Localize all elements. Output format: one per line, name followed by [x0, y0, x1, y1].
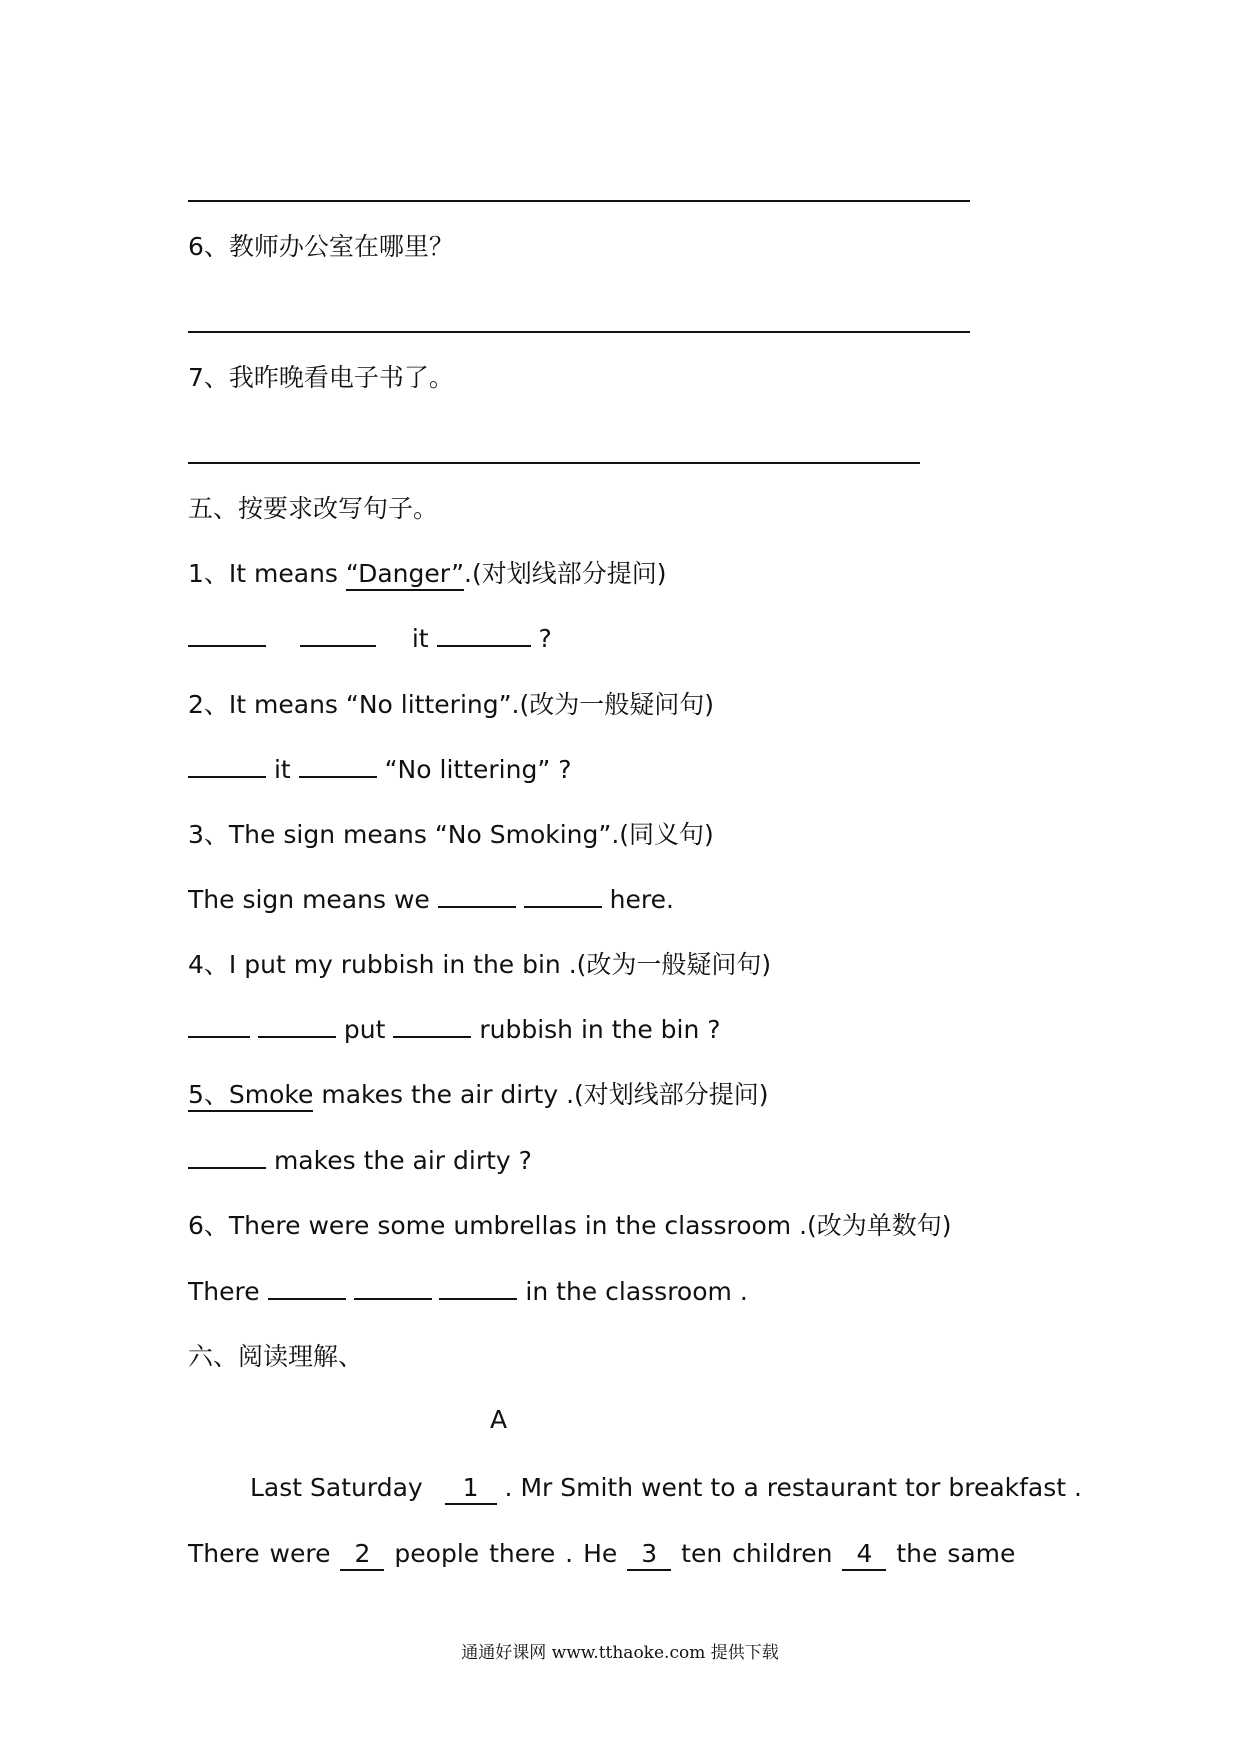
- answer-line: [188, 331, 970, 333]
- s5-answer-3: [188, 883, 674, 917]
- reading-blank-4[interactable]: 4: [842, 1539, 886, 1571]
- s5-a4-put: put: [343, 1015, 386, 1044]
- blank[interactable]: [438, 884, 516, 908]
- reading-text: There were: [188, 1539, 331, 1568]
- s5-question-4: 4、I put my rubbish in the bin .(改为一般疑问句): [188, 950, 772, 979]
- s5-a6-tail: in the classroom .: [525, 1277, 748, 1306]
- blank[interactable]: [188, 1014, 250, 1038]
- blank[interactable]: [258, 1014, 336, 1038]
- blank[interactable]: [188, 754, 266, 778]
- s5-answer-5: [188, 1144, 532, 1178]
- s5-a2-tail: “No littering” ?: [384, 755, 572, 784]
- reading-text: . Mr Smith went to a restaurant tor breakfast .: [504, 1473, 1082, 1502]
- blank[interactable]: [524, 884, 602, 908]
- s5-a6-head: There: [188, 1277, 260, 1306]
- footer-credit: 通通好课网 www.tthaoke.com 提供下载: [461, 1643, 779, 1663]
- s5-question-5: [188, 1078, 769, 1112]
- reading-blank-2[interactable]: 2: [340, 1539, 384, 1571]
- question-6-cn: 6、教师办公室在哪里？: [188, 232, 454, 261]
- question-7-cn: 7、我昨晚看电子书了。: [188, 363, 454, 392]
- passage-label: A: [490, 1405, 508, 1434]
- reading-line-2: [188, 1537, 1015, 1571]
- s5-q1-text-a: 1、It means: [188, 559, 346, 588]
- reading-text: the same: [896, 1539, 1016, 1568]
- answer-line: [188, 200, 970, 202]
- s5-q5-text: makes the air dirty .(对划线部分提问): [313, 1080, 769, 1109]
- answer-line: [188, 462, 920, 464]
- s5-a1-it: it: [411, 624, 429, 653]
- s5-answer-1: [188, 622, 552, 656]
- s5-q5-underlined: 5、Smoke: [188, 1080, 313, 1112]
- blank[interactable]: [439, 1276, 517, 1300]
- reading-line-1: [250, 1471, 1082, 1505]
- s5-answer-6: [188, 1275, 748, 1309]
- section-5-title: 五、按要求改写句子。: [188, 494, 439, 523]
- s5-question-1: [188, 557, 667, 591]
- s5-a3-head: The sign means we: [188, 885, 430, 914]
- blank[interactable]: [437, 623, 531, 647]
- s5-q1-text-b: .(对划线部分提问): [464, 559, 667, 588]
- s5-answer-2: [188, 753, 572, 787]
- s5-a5-tail: makes the air dirty ?: [273, 1146, 532, 1175]
- reading-blank-3[interactable]: 3: [627, 1539, 671, 1571]
- blank[interactable]: [300, 623, 376, 647]
- reading-text: people there . He: [394, 1539, 618, 1568]
- blank[interactable]: [188, 1145, 266, 1169]
- s5-question-3: 3、The sign means “No Smoking”.(同义句): [188, 820, 714, 849]
- reading-text: ten children: [681, 1539, 833, 1568]
- reading-blank-1[interactable]: 1: [445, 1473, 497, 1505]
- s5-a1-qmark: ?: [538, 624, 552, 653]
- s5-a4-tail: rubbish in the bin ?: [479, 1015, 721, 1044]
- blank[interactable]: [188, 623, 266, 647]
- s5-answer-4: [188, 1013, 721, 1047]
- s5-question-6: 6、There were some umbrellas in the classroom .(改为单数句): [188, 1211, 952, 1240]
- s5-a2-it: it: [273, 755, 291, 784]
- s5-a3-tail: here.: [609, 885, 674, 914]
- s5-q1-underlined: “Danger”: [346, 559, 464, 591]
- reading-text: Last Saturday: [250, 1473, 423, 1502]
- section-6-title: 六、阅读理解、: [188, 1342, 364, 1371]
- blank[interactable]: [299, 754, 377, 778]
- blank[interactable]: [393, 1014, 471, 1038]
- blank[interactable]: [354, 1276, 432, 1300]
- s5-question-2: 2、It means “No littering”.(改为一般疑问句): [188, 690, 715, 719]
- blank[interactable]: [268, 1276, 346, 1300]
